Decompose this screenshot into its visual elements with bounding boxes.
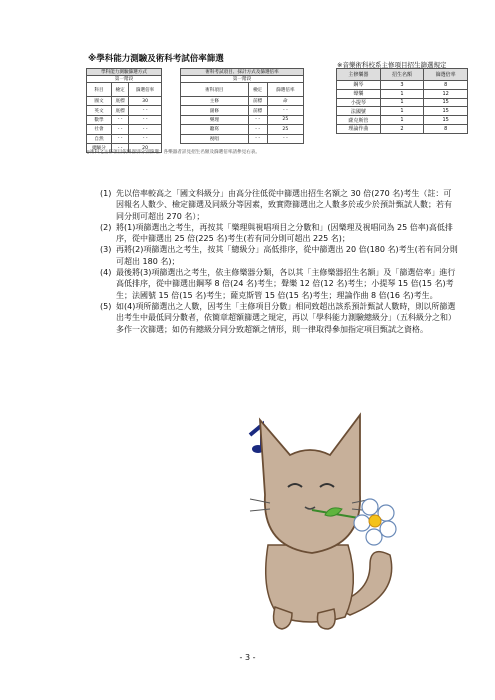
table-cell: 聽寫 <box>181 125 249 134</box>
table-header: 科目 <box>87 83 112 97</box>
table-note: ◎術科之主修項目依樂器別分別篩選；各樂器者詳見招生名額及篩選倍率請參見右表。 <box>86 150 260 155</box>
table-row <box>87 125 162 134</box>
table-cell: 理論作曲 <box>337 124 381 133</box>
table-row <box>87 106 162 115</box>
music-table-title: ※音樂術科校系主修項目招生篩選規定 <box>337 61 447 69</box>
table-cell: 1 <box>380 107 424 116</box>
table-cell: 8 <box>424 124 468 133</box>
item-number: (2) <box>100 222 112 232</box>
item-text: 先以倍率較高之「國文科級分」由高分往低從中篩選出招生名額之 30 倍(270 名)考生（註：可因報名人數少、檢定篩選及同級分等因素，致實際篩選出之人數多於或少於預計甄試人數；若有同分則可超出 270 名）； <box>116 189 452 221</box>
list-item <box>100 188 458 222</box>
table-header: 術科項目 <box>181 83 249 97</box>
table-row <box>337 98 468 107</box>
item-number: (1) <box>100 189 112 198</box>
item-text: 再將(2)項篩選出之考生，按其「總級分」高低排序，從中篩選出 20 倍(180 名)考生(若有同分則可超出 180 名)； <box>116 245 458 266</box>
table-cell: 數學 <box>87 115 112 124</box>
table-cell: 自然 <box>87 134 112 143</box>
table-cell: - - <box>248 134 267 143</box>
table-cell: 25 <box>267 125 303 134</box>
table-row <box>337 116 468 125</box>
table-cell: 法國號 <box>337 107 381 116</box>
table-cell: - - <box>111 115 128 124</box>
music-instrument-table <box>336 68 468 134</box>
table-header: 篩選倍率 <box>267 83 303 97</box>
table-cell: - - <box>129 115 162 124</box>
item-text: 最後將(3)項篩選出之考生，依主修樂器分類，各以其「主修樂器招生名額」及「篩選倍率」進行高低排序，從中篩選出鋼琴 8 倍(24 名)考生；聲樂 12 倍(12 名)考生；小提琴 15 倍(15 名)考生；法國號 15 倍(15 名)考生；薩克斯管 15 倍(15 名)考生；理論作曲 8 倍(16 名)考生。 <box>116 268 456 300</box>
table-cell: 1 <box>380 116 424 125</box>
table-cell: - - <box>111 143 128 152</box>
table-row <box>87 134 162 143</box>
table-cell: 小提琴 <box>337 98 381 107</box>
table-cell: 底標 <box>111 106 128 115</box>
item-text: 如(4)項所篩選出之人數，因考生「主修項目分數」相同致超出該系預計甄試人數時，則以所篩選出考生中最低同分數者，依簡章超額篩選之規定，再以「學科能力測驗總級分」（五科級分之和）多作一次篩選；如仍有總級分同分致超額之情形，則一律取得參加指定項目甄試之資格。 <box>116 301 456 334</box>
table-row <box>337 124 468 133</box>
table-cell: - - <box>267 106 303 115</box>
table-header: 檢定 <box>248 83 267 97</box>
table-row <box>337 89 468 98</box>
table-cell: 15 <box>424 116 468 125</box>
table-row <box>181 134 304 143</box>
table-cell: 樂理 <box>181 115 249 124</box>
table-cell: 30 <box>129 97 162 106</box>
table-cell: - - <box>129 125 162 134</box>
table-stage: 第一階段 <box>181 76 304 83</box>
table-cell: 薩克斯管 <box>337 116 381 125</box>
table-cell: 3 <box>380 81 424 90</box>
table-cell: 英文 <box>87 106 112 115</box>
table-header: 篩選倍率 <box>424 69 468 81</box>
table-cell: 社會 <box>87 125 112 134</box>
table-cell: 12 <box>424 89 468 98</box>
table-row <box>337 81 468 90</box>
table-header: 篩選倍率 <box>129 83 162 97</box>
table-cell: 8 <box>424 81 468 90</box>
table-cell: - - <box>129 134 162 143</box>
table-row <box>181 106 304 115</box>
table-row <box>181 125 304 134</box>
table-row <box>181 97 304 106</box>
table-cell: 25 <box>267 115 303 124</box>
table-cell: 15 <box>424 107 468 116</box>
table-cell: 2 <box>380 124 424 133</box>
table-header: 檢定 <box>111 83 128 97</box>
table-row <box>87 115 162 124</box>
table-cell: - - <box>111 125 128 134</box>
table-cell: 前標 <box>248 97 267 106</box>
table-cell: - - <box>267 134 303 143</box>
table-caption: 學科能力測驗篩選方式 <box>87 69 162 76</box>
list-item <box>100 267 458 301</box>
page-number: - 3 - <box>239 653 256 662</box>
table-cell: - - <box>248 115 267 124</box>
table-stage: 第一階段 <box>87 76 162 83</box>
table-header: 招生名額 <box>380 69 424 81</box>
table-caption: 術科考試項目、採計方式及篩選倍率 <box>181 69 304 76</box>
table-cell: 視唱 <box>181 134 249 143</box>
list-item <box>100 244 458 267</box>
item-number: (3) <box>100 245 112 255</box>
table-cell: 前標 <box>248 106 267 115</box>
table-cell: 20 <box>129 143 162 152</box>
table-cell: 鋼琴 <box>337 81 381 90</box>
skill-test-table <box>180 68 304 144</box>
table-cell: - - <box>129 106 162 115</box>
table-cell: 1 <box>380 98 424 107</box>
table-row <box>337 107 468 116</box>
table-cell: 底標 <box>111 97 128 106</box>
table-cell: 命 <box>267 97 303 106</box>
cat-illustration <box>220 395 420 635</box>
item-text: 將(1)項篩選出之考生，再按其「樂理與視唱項目之分數和」(因樂理及視唱同為 25 倍率)高低排序，從中篩選出 25 倍(225 名)考生(若有同分則可超出 225 名)； <box>116 222 453 244</box>
table-cell: 國文 <box>87 97 112 106</box>
item-number: (5) <box>100 301 112 311</box>
table-cell: 主修 <box>181 97 249 106</box>
table-header: 主修樂器 <box>337 69 381 81</box>
list-item <box>100 301 458 335</box>
table-cell: - - <box>248 125 267 134</box>
section-title: ※學科能力測驗及術科考試倍率篩選 <box>88 54 224 64</box>
list-item <box>100 222 458 245</box>
table-row <box>87 97 162 106</box>
table-cell: 副修 <box>181 106 249 115</box>
table-row <box>181 115 304 124</box>
table-cell: 1 <box>380 89 424 98</box>
item-number: (4) <box>100 268 112 278</box>
screening-steps <box>100 188 458 335</box>
table-cell: - - <box>111 134 128 143</box>
academic-test-table <box>86 68 162 153</box>
table-cell: 聲樂 <box>337 89 381 98</box>
table-cell: 總級分 <box>87 143 112 152</box>
table-cell: 15 <box>424 98 468 107</box>
